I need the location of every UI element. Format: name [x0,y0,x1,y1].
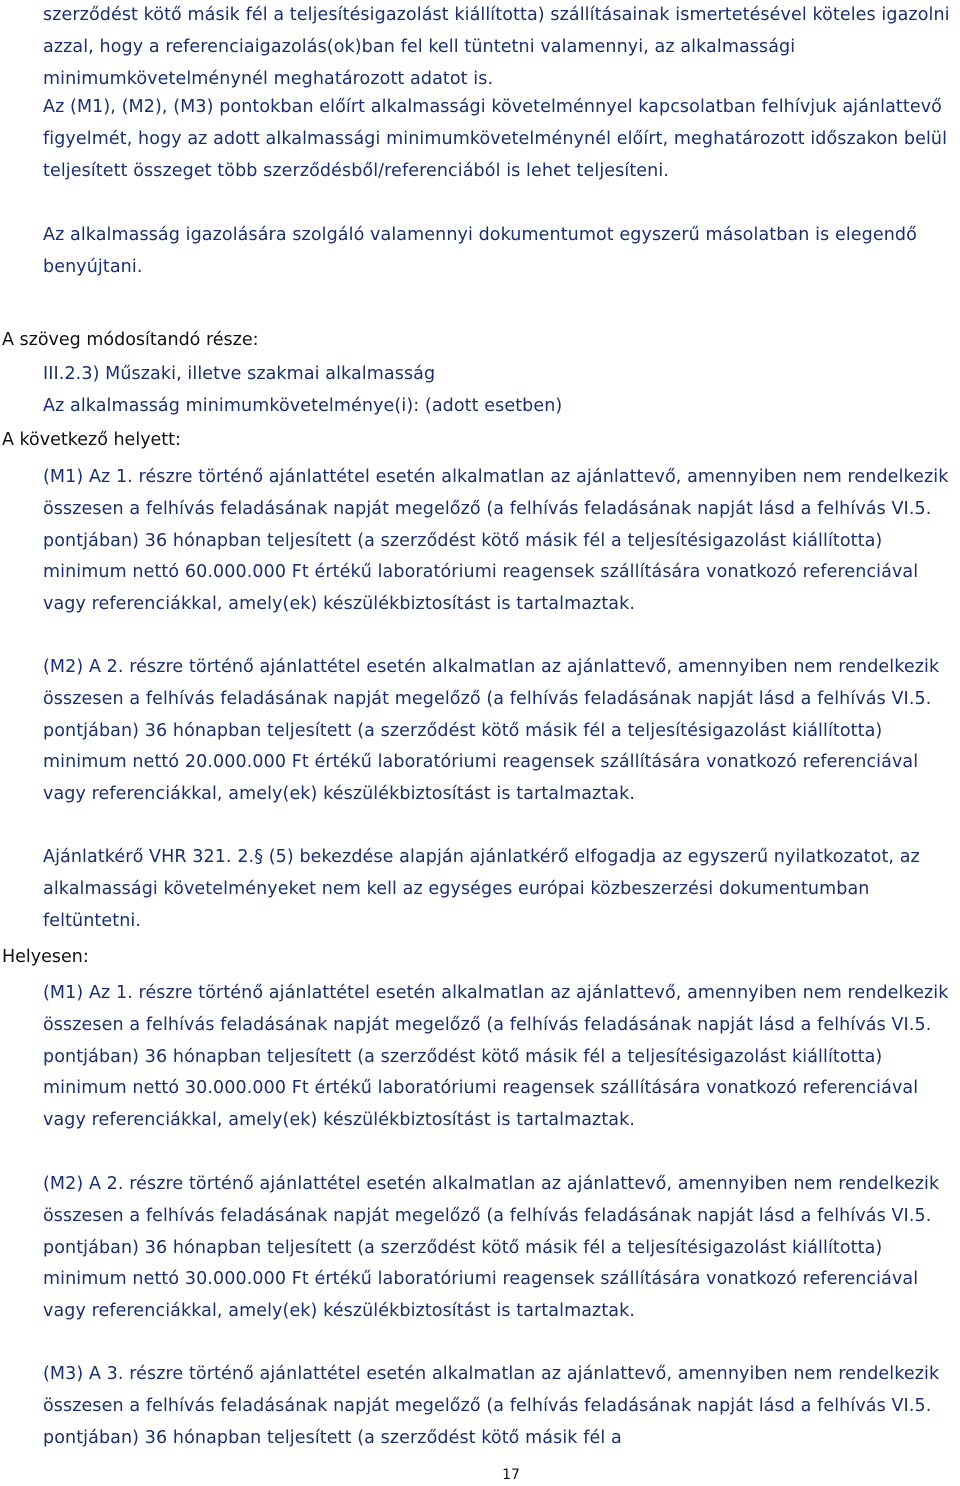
intro-paragraph-1: szerződést kötő másik fél a teljesítésigazolást kiállította) szállításainak ismertetésével köteles igazolni azzal, hogy a referenciaigazolás(ok)ban fel kell tüntetni valamennyi, az alkalmassági minimumkövetelménynél meghatározott adatot is. [43,5,950,89]
intro-paragraph-3: Az alkalmasság igazolására szolgáló valamennyi dokumentumot egyszerű másolatban is elegendő benyújtani. [43,225,917,277]
correct-m3-paragraph: (M3) A 3. részre történő ajánlattétel esetén alkalmatlan az ajánlattevő, amennyiben nem rendelkezik összesen a felhívás feladásának napját megelőző (a felhívás feladásának napját lásd a felhívás VI.5. pontjában) 36 hónapban teljesített (a szerződést kötő másik fél a [43,1364,940,1448]
instead-note-paragraph: Ajánlatkérő VHR 321. 2.§ (5) bekezdése alapján ajánlatkérő elfogadja az egyszerű nyilatkozatot, az alkalmassági követelményeket nem kell az egységes európai közbeszerzési dokumentumban feltüntetni. [43,847,920,931]
correct-m2-paragraph: (M2) A 2. részre történő ajánlattétel esetén alkalmatlan az ajánlattevő, amennyiben nem rendelkezik összesen a felhívás feladásának napját megelőző (a felhívás feladásának napját lásd a felhívás VI.5. pontjában) 36 hónapban teljesített (a szerződést kötő másik fél a teljesítésigazolást kiállította) minimum nettó 30.000.000 Ft értékű laboratóriumi reagensek szállítására vonatkozó referenciával vagy referenciákkal, amely(ek) készülékbiztosítást is tartalmaztak. [43,1174,940,1322]
correct-heading: Helyesen: [2,947,89,967]
instead-m2-paragraph: (M2) A 2. részre történő ajánlattétel esetén alkalmatlan az ajánlattevő, amennyiben nem rendelkezik összesen a felhívás feladásának napját megelőző (a felhívás feladásának napját lásd a felhívás VI.5. pontjában) 36 hónapban teljesített (a szerződést kötő másik fél a teljesítésigazolást kiállította) minimum nettó 20.000.000 Ft értékű laboratóriumi reagensek szállítására vonatkozó referenciával vagy referenciákkal, amely(ek) készülékbiztosítást is tartalmaztak. [43,657,940,805]
intro-paragraph-2: Az (M1), (M2), (M3) pontokban előírt alkalmassági követelménnyel kapcsolatban felhívjuk ajánlattevő figyelmét, hogy az adott alkalmassági minimumkövetelménynél előírt, meghatározott időszakon belül teljesített összeget több szerződésből/referenciából is lehet teljesíteni. [43,97,948,181]
instead-heading: A következő helyett: [2,430,181,450]
page-number: 17 [502,1467,520,1483]
section-reference-1: III.2.3) Műszaki, illetve szakmai alkalmasság [43,364,436,384]
instead-m1-paragraph: (M1) Az 1. részre történő ajánlattétel esetén alkalmatlan az ajánlattevő, amennyiben nem rendelkezik összesen a felhívás feladásának napját megelőző (a felhívás feladásának napját lásd a felhívás VI.5. pontjában) 36 hónapban teljesített (a szerződést kötő másik fél a teljesítésigazolást kiállította) minimum nettó 60.000.000 Ft értékű laboratóriumi reagensek szállítására vonatkozó referenciával vagy referenciákkal, amely(ek) készülékbiztosítást is tartalmaztak. [43,467,949,615]
section-heading: A szöveg módosítandó része: [2,330,259,350]
section-reference-2: Az alkalmasság minimumkövetelménye(i): (adott esetben) [43,396,563,416]
correct-m1-paragraph: (M1) Az 1. részre történő ajánlattétel esetén alkalmatlan az ajánlattevő, amennyiben nem rendelkezik összesen a felhívás feladásának napját megelőző (a felhívás feladásának napját lásd a felhívás VI.5. pontjában) 36 hónapban teljesített (a szerződést kötő másik fél a teljesítésigazolást kiállította) minimum nettó 30.000.000 Ft értékű laboratóriumi reagensek szállítására vonatkozó referenciával vagy referenciákkal, amely(ek) készülékbiztosítást is tartalmaztak. [43,983,949,1131]
